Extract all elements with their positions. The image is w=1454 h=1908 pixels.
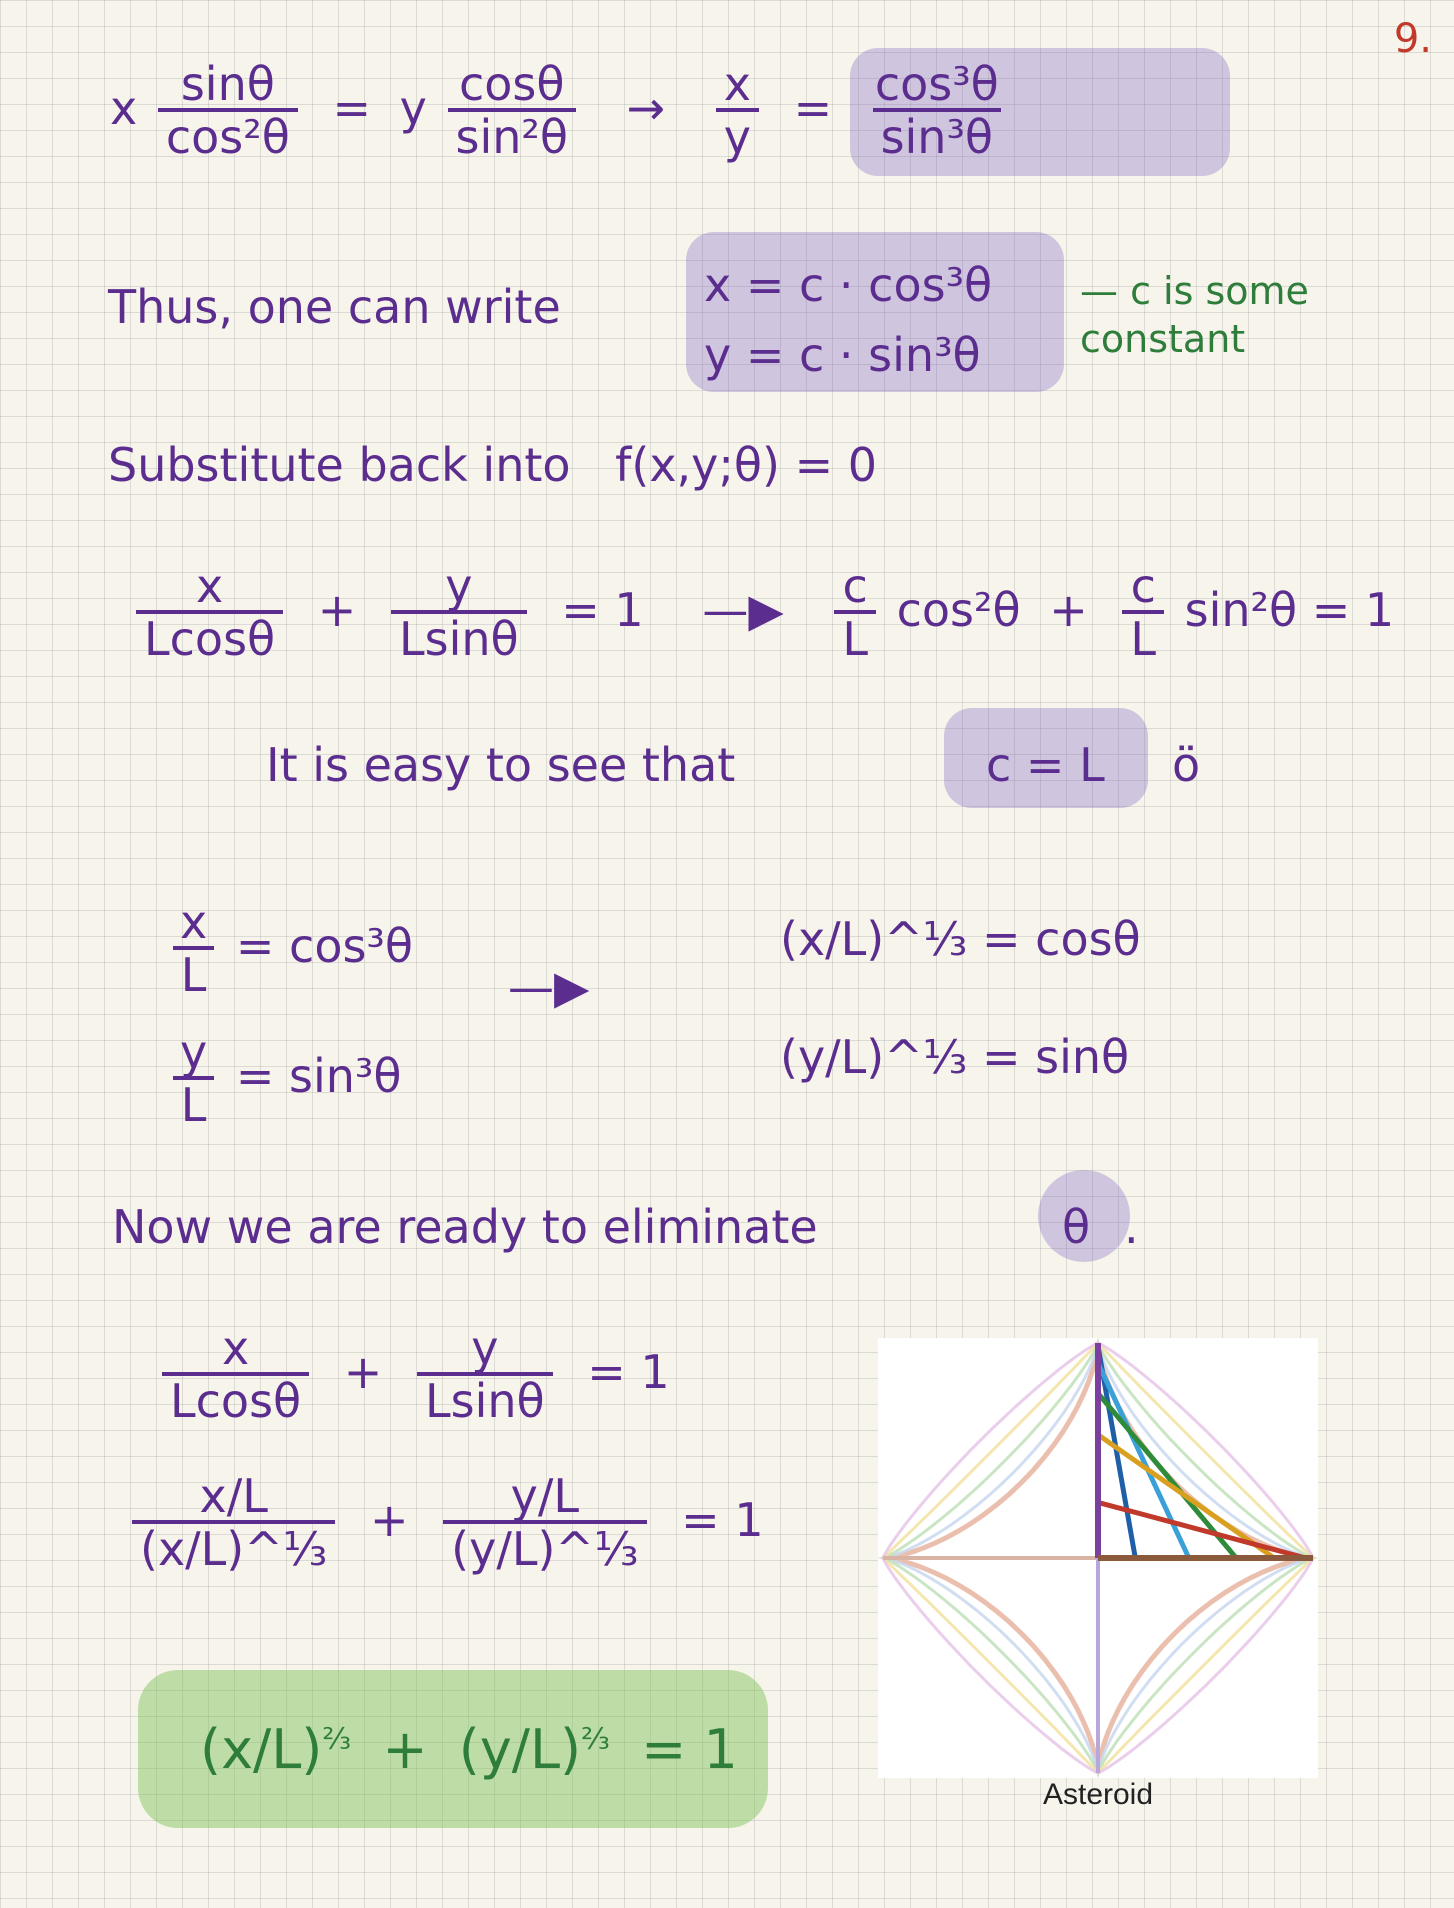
denominator: sin³θ — [873, 108, 1001, 163]
denominator: Lcosθ — [162, 1372, 309, 1427]
denominator: sin²θ — [448, 108, 576, 163]
term-sin: sin²θ = 1 — [1184, 582, 1395, 637]
equals-sign: = — [793, 80, 833, 135]
row6-right-line1: (x/L)^⅓ = cosθ — [780, 912, 1141, 966]
exponent: ⅔ — [322, 1722, 352, 1757]
fraction-2 — [443, 1469, 646, 1577]
numerator: x/L — [199, 1469, 268, 1523]
row6-left-line1 — [166, 895, 414, 1003]
fraction-y-over-l — [172, 1025, 215, 1133]
astroid-image — [878, 1338, 1318, 1778]
fraction-1 — [132, 1469, 335, 1577]
row2-eq2: y = c · sin³θ — [704, 328, 981, 382]
equals-one: = 1 — [561, 582, 644, 637]
denominator: L — [834, 610, 876, 665]
numerator: c — [842, 559, 868, 613]
equals-sign: = — [332, 80, 372, 135]
row2-note: — c is some constant — [1080, 269, 1309, 361]
fraction-c-over-l-1 — [834, 559, 876, 667]
rhs: = cos³θ — [235, 918, 414, 973]
denominator: Lsinθ — [391, 610, 527, 665]
numerator: cos³θ — [874, 57, 999, 111]
astroid-rays — [883, 1343, 1313, 1773]
row7-text: Now we are ready to eliminate — [112, 1200, 818, 1254]
numerator: cosθ — [458, 57, 565, 111]
fraction-result-right — [867, 57, 1007, 165]
row5-text: It is easy to see that — [266, 738, 736, 792]
numerator: x — [195, 559, 224, 613]
row3-expr: f(x,y;θ) = 0 — [615, 438, 878, 492]
fraction-2 — [391, 559, 527, 667]
row2-eq1: x = c · cos³θ — [704, 258, 993, 312]
fraction-result-left — [716, 57, 759, 165]
plus-sign: + — [317, 582, 357, 637]
fraction-2 — [417, 1321, 553, 1429]
numerator: y/L — [510, 1469, 580, 1523]
term-cos: cos²θ — [896, 582, 1021, 637]
numerator: y — [445, 559, 473, 613]
row2-text: Thus, one can write — [108, 280, 561, 334]
equals-one: = 1 — [587, 1344, 670, 1399]
final-equation — [200, 1718, 752, 1781]
plus-sign: + — [382, 1718, 428, 1781]
plus-sign: + — [1049, 582, 1088, 637]
fraction-1 — [158, 57, 298, 165]
arrow-icon: —▶ — [702, 582, 784, 637]
page-number: 9. — [1393, 16, 1432, 62]
row6-left-line2 — [166, 1025, 402, 1133]
denominator: Lcosθ — [136, 610, 283, 665]
equals-one: = 1 — [681, 1492, 764, 1547]
row1-equation — [110, 57, 1013, 165]
denominator: cos²θ — [158, 108, 298, 163]
rhs: = sin³θ — [235, 1048, 402, 1103]
row8-equation — [156, 1321, 684, 1429]
row6-right-line2: (y/L)^⅓ = sinθ — [780, 1030, 1130, 1084]
fraction-x-over-l — [172, 895, 215, 1003]
row9-equation — [126, 1469, 778, 1577]
numerator: y — [180, 1025, 208, 1079]
var-x: x — [110, 80, 138, 135]
exponent: ⅔ — [581, 1722, 610, 1757]
figure-caption: Asteroid — [1042, 1778, 1154, 1811]
arrow-icon: → — [626, 80, 666, 135]
fraction-c-over-l-2 — [1122, 559, 1164, 667]
denominator: (x/L)^⅓ — [132, 1520, 335, 1575]
ladder-segment — [1098, 1363, 1189, 1558]
numerator: c — [1130, 559, 1156, 613]
row3 — [108, 438, 877, 492]
numerator: y — [471, 1321, 499, 1375]
row7-theta: θ — [1062, 1200, 1091, 1254]
denominator: L — [173, 1076, 215, 1131]
row7-period: . — [1124, 1200, 1139, 1254]
plus-sign: + — [370, 1492, 409, 1547]
term-x-over-l: (x/L) — [200, 1718, 323, 1781]
fraction-2 — [448, 57, 576, 165]
row3-text: Substitute back into — [108, 438, 571, 492]
denominator: L — [173, 946, 215, 1001]
var-y: y — [399, 80, 427, 135]
row5-result: c = L — [986, 738, 1105, 792]
denominator: y — [716, 108, 759, 163]
fraction-1 — [136, 559, 283, 667]
plus-sign: + — [343, 1344, 383, 1399]
astroid-figure — [878, 1338, 1318, 1778]
denominator: (y/L)^⅓ — [443, 1520, 646, 1575]
denominator: L — [1122, 610, 1164, 665]
smiley-icon: ö — [1172, 738, 1201, 792]
arrow-icon: —▶ — [508, 960, 590, 1014]
numerator: sinθ — [180, 57, 275, 111]
numerator: x — [723, 57, 752, 111]
denominator: Lsinθ — [417, 1372, 553, 1427]
equals-one: = 1 — [641, 1718, 738, 1781]
term-y-over-l: (y/L) — [458, 1718, 582, 1781]
fraction-1 — [162, 1321, 309, 1429]
numerator: x — [221, 1321, 250, 1375]
numerator: x — [180, 895, 208, 949]
row4-equation — [130, 559, 1395, 667]
